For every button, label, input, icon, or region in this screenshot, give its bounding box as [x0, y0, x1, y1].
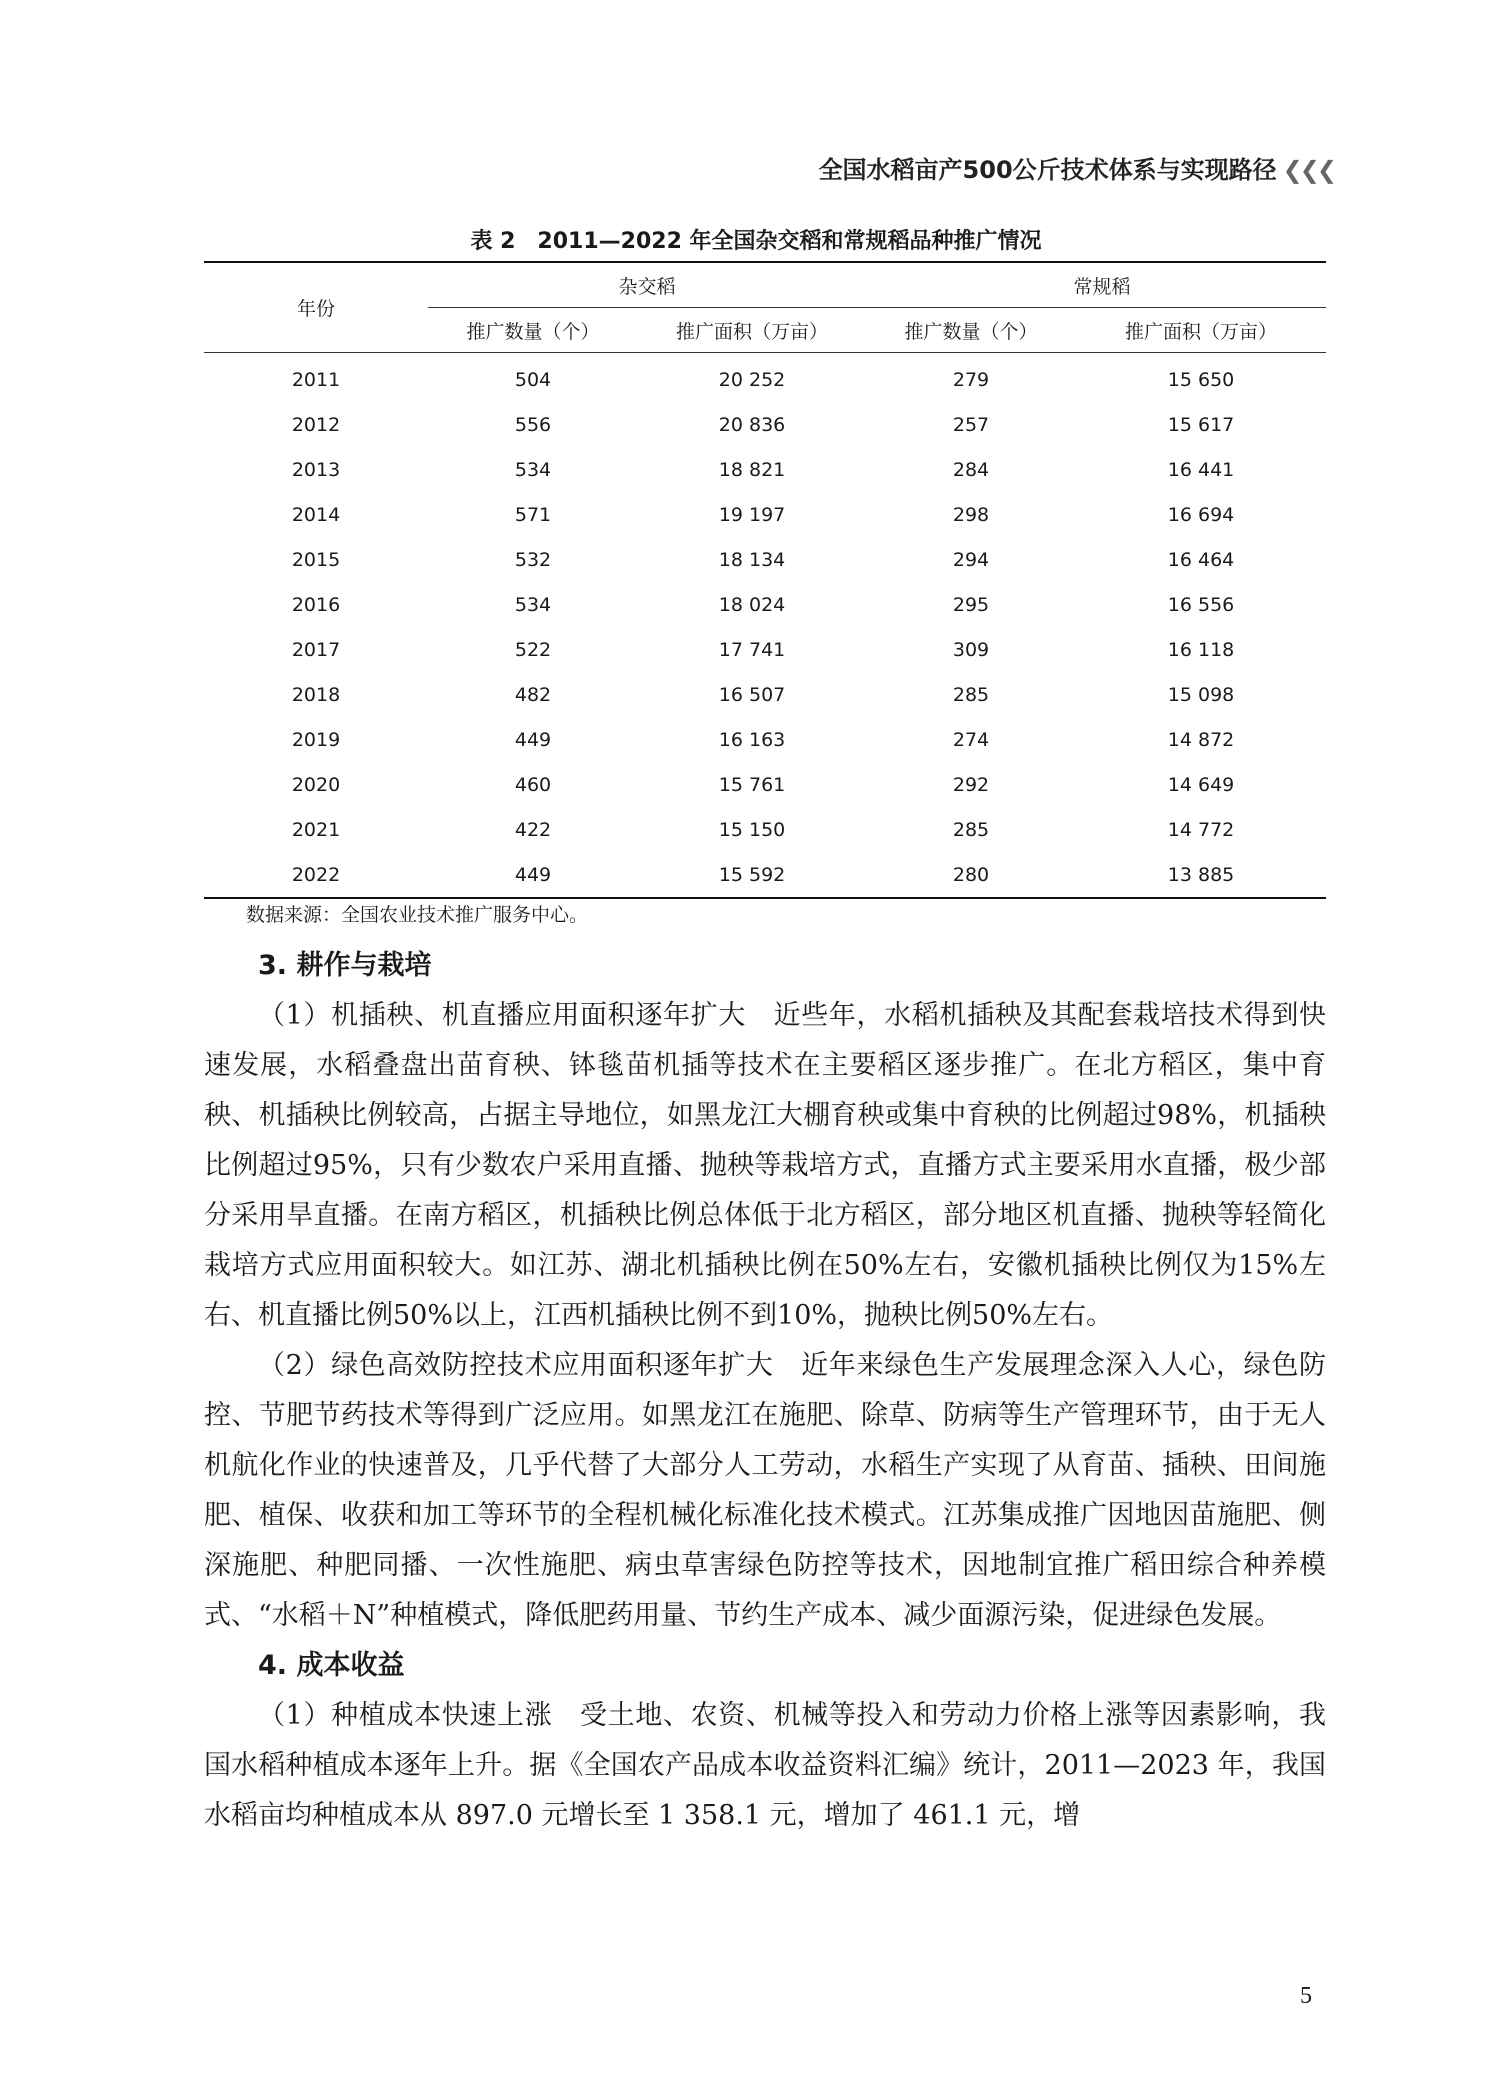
cell-conventional-area: 16 464: [1167, 548, 1235, 571]
col-header-hybrid-area: 推广面积（万亩）: [638, 308, 866, 353]
cell-hybrid-count: 460: [514, 773, 552, 796]
table-source-note: 数据来源：全国农业技术推广服务中心。: [246, 904, 589, 926]
cell-year: 2016: [291, 593, 341, 616]
cell-year: 2021: [291, 818, 341, 841]
table-row: [204, 492, 1326, 537]
table-row: [204, 852, 1326, 898]
table-row: [204, 537, 1326, 582]
cell-conventional-area: 14 772: [1167, 818, 1235, 841]
cell-hybrid-area: 15 150: [718, 818, 786, 841]
cell-conventional-area: 15 650: [1167, 368, 1235, 391]
cell-conventional-area: 15 617: [1167, 413, 1235, 436]
cell-hybrid-count: 571: [514, 503, 552, 526]
cell-hybrid-count: 532: [514, 548, 552, 571]
cell-year: 2015: [291, 548, 341, 571]
col-header-year: 年份: [204, 262, 428, 353]
cell-conventional-area: 14 872: [1167, 728, 1235, 751]
col-header-conventional-area: 推广面积（万亩）: [1076, 308, 1326, 353]
paragraph-mechanized-planting: （1）机插秧、机直播应用面积逐年扩大 近些年，水稻机插秧及其配套栽培技术得到快速发展，水稻叠盘出苗育秧、钵毯苗机插等技术在主要稻区逐步推广。在北方稻区，集中育秧、机插秧比例较高，占据主导地位，如黑龙江大棚育秧或集中育秧的比例超过98%，机插秧比例超过95%，只有少数农户采用直播、抛秧等栽培方式，直播方式主要采用水直播，极少部分采用旱直播。在南方稻区，机插秧比例总体低于北方稻区，部分地区机直播、抛秧等轻简化栽培方式应用面积较大。如江苏、湖北机插秧比例在50%左右，安徽机插秧比例仅为15%左右、机直播比例50%以上，江西机插秧比例不到10%，抛秧比例50%左右。: [204, 1000, 1326, 1331]
table-caption: 表 2 2011—2022 年全国杂交稻和常规稻品种推广情况: [470, 229, 1042, 254]
cell-hybrid-area: 18 134: [718, 548, 786, 571]
cell-hybrid-count: 534: [514, 593, 552, 616]
cell-conventional-count: 294: [952, 548, 990, 571]
cell-hybrid-count: 522: [514, 638, 552, 661]
cell-conventional-count: 285: [952, 818, 990, 841]
section-heading-4: 4. 成本收益: [258, 1650, 405, 1681]
table-row: [204, 627, 1326, 672]
col-header-hybrid-count: 推广数量（个）: [428, 308, 638, 353]
cell-conventional-count: 257: [952, 413, 990, 436]
page-number: 5: [1300, 1983, 1312, 2009]
variety-promotion-table: [204, 261, 1326, 899]
running-header: [819, 150, 1334, 185]
cell-conventional-area: 16 118: [1167, 638, 1235, 661]
table-row: [204, 672, 1326, 717]
table-row: [204, 762, 1326, 807]
cell-conventional-count: 284: [952, 458, 990, 481]
cell-hybrid-area: 17 741: [718, 638, 786, 661]
table-row: [204, 353, 1326, 403]
col-group-hybrid: 杂交稻: [428, 262, 866, 308]
cell-hybrid-area: 18 821: [718, 458, 786, 481]
table-row: [204, 807, 1326, 852]
cell-year: 2018: [291, 683, 341, 706]
table-row: [204, 717, 1326, 762]
cell-conventional-area: 14 649: [1167, 773, 1235, 796]
section-heading-3: 3. 耕作与栽培: [258, 950, 432, 981]
chevron-left-icon: ❮❮❮: [1282, 156, 1334, 184]
cell-conventional-area: 16 556: [1167, 593, 1235, 616]
cell-conventional-count: 279: [952, 368, 990, 391]
cell-conventional-count: 295: [952, 593, 990, 616]
cell-hybrid-area: 16 507: [718, 683, 786, 706]
col-group-conventional: 常规稻: [866, 262, 1326, 308]
cell-year: 2019: [291, 728, 341, 751]
cell-conventional-count: 309: [952, 638, 990, 661]
cell-conventional-count: 280: [866, 852, 1076, 898]
cell-hybrid-count: 504: [514, 368, 552, 391]
cell-year: 2017: [291, 638, 341, 661]
table-row: [204, 447, 1326, 492]
col-header-conventional-count: 推广数量（个）: [866, 308, 1076, 353]
cell-conventional-count: 274: [952, 728, 990, 751]
cell-hybrid-area: 16 163: [718, 728, 786, 751]
cell-hybrid-count: 422: [514, 818, 552, 841]
cell-hybrid-area: 19 197: [718, 503, 786, 526]
cell-hybrid-count: 534: [514, 458, 552, 481]
cell-year: 2013: [291, 458, 341, 481]
cell-hybrid-area: 18 024: [718, 593, 786, 616]
cell-hybrid-area: 20 252: [718, 368, 786, 391]
table-body: [204, 353, 1326, 899]
cell-year: 2014: [291, 503, 341, 526]
cell-conventional-area: 16 694: [1167, 503, 1235, 526]
cell-hybrid-area: 15 592: [638, 852, 866, 898]
cell-hybrid-count: 449: [428, 852, 638, 898]
cell-year: 2020: [291, 773, 341, 796]
table-row: [204, 402, 1326, 447]
running-header-title: 全国水稻亩产500公斤技术体系与实现路径: [818, 156, 1277, 184]
cell-conventional-count: 292: [952, 773, 990, 796]
paragraph-green-control: （2）绿色高效防控技术应用面积逐年扩大 近年来绿色生产发展理念深入人心，绿色防控、节肥节药技术等得到广泛应用。如黑龙江在施肥、除草、防病等生产管理环节，由于无人机航化作业的快速普及，几乎代替了大部分人工劳动，水稻生产实现了从育苗、插秧、田间施肥、植保、收获和加工等环节的全程机械化标准化技术模式。江苏集成推广因地因苗施肥、侧深施肥、种肥同播、一次性施肥、病虫草害绿色防控等技术，因地制宜推广稻田综合种养模式、“水稻＋N”种植模式，降低肥药用量、节约生产成本、减少面源污染，促进绿色发展。: [204, 1350, 1326, 1631]
cell-conventional-area: 15 098: [1167, 683, 1235, 706]
cell-conventional-count: 285: [952, 683, 990, 706]
cell-hybrid-count: 482: [514, 683, 552, 706]
cell-hybrid-count: 556: [514, 413, 552, 436]
cell-hybrid-area: 15 761: [718, 773, 786, 796]
cell-year: 2012: [291, 413, 341, 436]
body-text: [204, 941, 1326, 1841]
paragraph-planting-cost: （1）种植成本快速上涨 受土地、农资、机械等投入和劳动力价格上涨等因素影响，我国水稻种植成本逐年上升。据《全国农产品成本收益资料汇编》统计，2011—2023 年，我国水稻亩均种植成本从 897.0 元增长至 1 358.1 元，增加了 461.1 元，增: [204, 1700, 1326, 1831]
table-row: [204, 582, 1326, 627]
cell-hybrid-count: 449: [514, 728, 552, 751]
cell-conventional-area: 13 885: [1076, 852, 1326, 898]
cell-conventional-area: 16 441: [1167, 458, 1235, 481]
cell-conventional-count: 298: [952, 503, 990, 526]
cell-year: 2022: [204, 852, 428, 898]
cell-hybrid-area: 20 836: [718, 413, 786, 436]
cell-year: 2011: [291, 368, 341, 391]
